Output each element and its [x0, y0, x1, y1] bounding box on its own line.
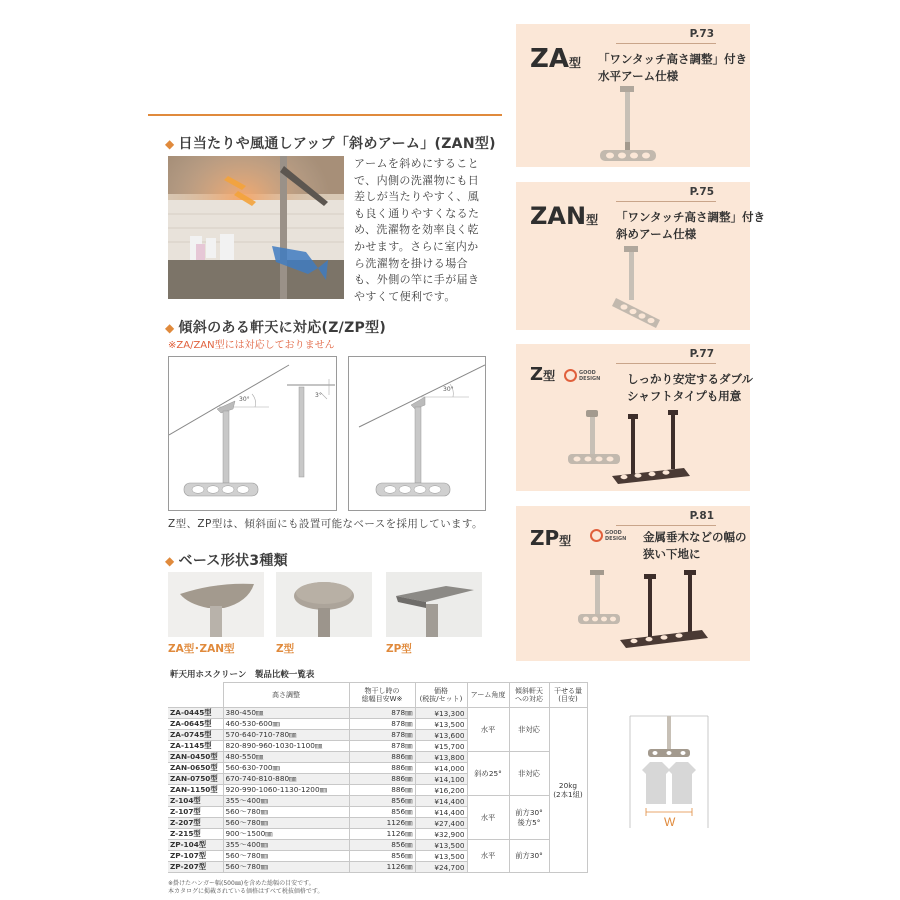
header-name	[168, 683, 223, 708]
cell-width: 856㎜	[349, 796, 415, 807]
model-desc	[598, 51, 747, 85]
slope-text: 前方30°	[515, 807, 543, 817]
header-height	[223, 683, 349, 708]
feature2-heading	[165, 317, 386, 337]
cell-slope: 非対応	[509, 752, 549, 796]
zan-photo	[168, 156, 344, 299]
section-divider	[148, 114, 502, 116]
cell-slope	[509, 796, 549, 840]
gd-word: DESIGN	[605, 535, 627, 542]
cell-width: 886㎜	[349, 774, 415, 785]
cell-height: 560～780㎜	[223, 818, 349, 829]
angle-label: 3°	[315, 392, 322, 399]
header-text: 傾斜軒天	[515, 686, 543, 695]
header-text: 価格	[434, 686, 448, 695]
divider	[616, 525, 716, 526]
card-za[interactable]	[516, 24, 750, 167]
cell-width: 886㎜	[349, 752, 415, 763]
header-load	[549, 683, 587, 708]
model-suffix: 型	[568, 56, 581, 70]
cell-arm: 斜め25°	[467, 752, 509, 796]
cell-height: 900～1500㎜	[223, 829, 349, 840]
cell-width: 1126㎜	[349, 862, 415, 873]
table-row	[168, 840, 587, 851]
cell-price: ¥13,500	[415, 840, 467, 851]
page-ref: P.81	[689, 510, 714, 522]
table-row	[168, 752, 587, 763]
cell-height: 560-630-700㎜	[223, 763, 349, 774]
model-suffix: 型	[586, 213, 599, 227]
desc-line: 金属垂木などの幅の	[643, 530, 747, 544]
angle-label: 30°	[239, 396, 250, 403]
table-row	[168, 796, 587, 807]
cell-height: 380-450㎜	[223, 708, 349, 719]
cell-name: ZAN-1150型	[168, 785, 223, 796]
divider	[616, 363, 716, 364]
desc-line: シャフトタイプも用意	[627, 389, 742, 403]
cell-width: 886㎜	[349, 763, 415, 774]
model-desc	[616, 209, 765, 243]
cell-width: 1126㎜	[349, 818, 415, 829]
feature1-line: ら洗濯物を掛ける場合	[354, 256, 468, 270]
feature1-heading	[165, 133, 496, 153]
cell-name: Z-104型	[168, 796, 223, 807]
cell-height: 570-640-710-780㎜	[223, 730, 349, 741]
cell-price: ¥15,700	[415, 741, 467, 752]
spec-table	[168, 682, 588, 873]
cell-price: ¥16,200	[415, 785, 467, 796]
cell-load	[549, 708, 587, 873]
model-code: Z	[530, 364, 544, 385]
cell-name: ZA-0445型	[168, 708, 223, 719]
cell-price: ¥13,600	[415, 730, 467, 741]
desc-line: しっかり安定するダブル	[627, 372, 754, 386]
width-label: W	[664, 815, 676, 828]
good-design-badge	[564, 369, 600, 382]
cell-price: ¥13,300	[415, 708, 467, 719]
page-ref: P.77	[689, 348, 714, 360]
cell-price: ¥14,100	[415, 774, 467, 785]
cell-width: 856㎜	[349, 851, 415, 862]
cell-name: Z-207型	[168, 818, 223, 829]
cell-arm: 水平	[467, 840, 509, 873]
header-width	[349, 683, 415, 708]
header-text: アーム角度	[470, 690, 506, 699]
feature2-heading-text: 傾斜のある軒天に対応(Z/ZP型)	[178, 320, 387, 336]
cell-height: 480-550㎜	[223, 752, 349, 763]
diamond-icon: ◆	[165, 321, 175, 335]
cell-height: 560～780㎜	[223, 851, 349, 862]
header-price	[415, 683, 467, 708]
feature1-line: め、洗濯物を効率良く乾	[354, 223, 479, 237]
model-code: ZA	[530, 44, 569, 74]
gd-word: DESIGN	[579, 375, 601, 382]
feature1-line: 差しが当たりやすく、風	[354, 190, 480, 204]
footnote-line: 本カタログに掲載されている価格はすべて税抜価格です。	[168, 888, 324, 895]
header-text: 高さ調整	[272, 690, 300, 699]
cell-price: ¥13,500	[415, 851, 467, 862]
model-name	[530, 364, 555, 385]
gd-word: GOOD	[579, 369, 596, 376]
good-design-icon	[590, 529, 603, 542]
feature1-line: アームを斜めにすること	[354, 157, 480, 170]
z-product-image	[562, 408, 742, 488]
cell-name: Z-215型	[168, 829, 223, 840]
good-design-icon	[564, 369, 577, 382]
cell-price: ¥32,900	[415, 829, 467, 840]
header-text: 物干し時の	[364, 686, 400, 695]
table-title: 軒天用ホスクリーン 製品比較一覧表	[170, 670, 315, 680]
table-header-row	[168, 683, 587, 708]
cell-height: 560～780㎜	[223, 862, 349, 873]
header-text: 干せる量	[554, 686, 582, 695]
desc-line: 水平アーム仕様	[598, 69, 679, 83]
feature2-caption: Z型、ZP型は、傾斜面にも設置可能なベースを採用しています。	[168, 518, 483, 530]
base-caption-z: Z型	[276, 643, 295, 655]
page-ref: P.73	[689, 28, 714, 40]
desc-line: 「ワンタッチ高さ調整」付き	[616, 210, 766, 224]
cell-height: 460-530-600㎜	[223, 719, 349, 730]
feature1-heading-text: 日当たりや風通しアップ「斜めアーム」(ZAN型)	[178, 136, 496, 152]
slope-diagram-zp	[348, 356, 486, 511]
header-text: への対応	[515, 695, 543, 703]
feature1-line: で、内側の洗濯物にも日	[354, 173, 480, 187]
cell-name: ZAN-0650型	[168, 763, 223, 774]
cell-name: Z-107型	[168, 807, 223, 818]
model-suffix: 型	[543, 369, 556, 383]
model-name	[530, 202, 598, 230]
cell-name: ZP-207型	[168, 862, 223, 873]
diamond-icon: ◆	[165, 554, 175, 568]
table-row	[168, 708, 587, 719]
cell-height: 820-890-960-1030-1100㎜	[223, 741, 349, 752]
gd-word: GOOD	[605, 529, 622, 536]
card-zp[interactable]	[516, 506, 750, 661]
cell-height: 355～400㎜	[223, 796, 349, 807]
cell-name: ZA-0645型	[168, 719, 223, 730]
card-zan[interactable]	[516, 182, 766, 330]
cell-width: 878㎜	[349, 719, 415, 730]
footnotes	[168, 880, 323, 896]
model-desc	[627, 371, 753, 405]
header-arm	[467, 683, 509, 708]
cell-price: ¥14,400	[415, 796, 467, 807]
cell-arm: 水平	[467, 796, 509, 840]
load-text: 20kg	[558, 780, 578, 790]
slope-text: 後方5°	[517, 817, 541, 827]
header-slope	[509, 683, 549, 708]
cell-name: ZA-1145型	[168, 741, 223, 752]
cell-name: ZAN-0750型	[168, 774, 223, 785]
footnote-line: ※掛けたハンガー幅(500㎜)を含めた総幅の目安です。	[168, 880, 315, 887]
cell-name: ZP-107型	[168, 851, 223, 862]
desc-line: 狭い下地に	[643, 547, 701, 561]
cell-width: 886㎜	[349, 785, 415, 796]
cell-name: ZAN-0450型	[168, 752, 223, 763]
cell-height: 355～400㎜	[223, 840, 349, 851]
feature3-heading	[165, 550, 288, 570]
page-ref: P.75	[689, 186, 714, 198]
feature1-line: かせます。さらに室内か	[354, 239, 479, 253]
feature3-heading-text: ベース形状3種類	[178, 553, 288, 569]
header-text: (目安)	[558, 695, 578, 703]
cell-width: 856㎜	[349, 840, 415, 851]
model-suffix: 型	[559, 534, 572, 548]
model-code: ZP	[530, 526, 560, 550]
model-name	[530, 526, 571, 550]
card-z[interactable]	[516, 344, 754, 491]
header-text: 総幅目安W※	[361, 695, 403, 703]
cell-slope: 非対応	[509, 708, 549, 752]
cell-price: ¥13,800	[415, 752, 467, 763]
divider	[616, 201, 716, 202]
base-caption-zp: ZP型	[386, 643, 412, 655]
load-text: (2本1組)	[553, 789, 583, 799]
cell-name: ZA-0745型	[168, 730, 223, 741]
cell-arm: 水平	[467, 708, 509, 752]
zp-product-image	[578, 566, 748, 656]
cell-width: 856㎜	[349, 807, 415, 818]
cell-price: ¥13,500	[415, 719, 467, 730]
cell-price: ¥14,000	[415, 763, 467, 774]
cell-price: ¥24,700	[415, 862, 467, 873]
cell-width: 878㎜	[349, 741, 415, 752]
feature1-line: も、外側の竿に手が届き	[354, 273, 480, 287]
cell-price: ¥27,400	[415, 818, 467, 829]
cell-name: ZP-104型	[168, 840, 223, 851]
base-caption-za: ZA型･ZAN型	[168, 643, 235, 655]
divider	[616, 43, 716, 44]
model-desc	[643, 529, 747, 563]
zan-product-image	[600, 244, 680, 328]
base-photo-zp	[386, 572, 482, 637]
cell-width: 1126㎜	[349, 829, 415, 840]
feature1-body	[354, 156, 494, 305]
cell-width: 878㎜	[349, 708, 415, 719]
width-diagram	[618, 710, 718, 828]
feature1-line: も良く通りやすくなるた	[354, 206, 480, 220]
base-photo-za	[168, 572, 264, 637]
cell-width: 878㎜	[349, 730, 415, 741]
header-text: (税抜/セット)	[419, 695, 463, 703]
cell-height: 920-990-1060-1130-1200㎜	[223, 785, 349, 796]
model-name	[530, 44, 581, 74]
slope-diagram-z	[168, 356, 337, 511]
desc-line: 斜めアーム仕様	[616, 227, 697, 241]
feature1-line: やすくて便利です。	[354, 289, 456, 303]
cell-price: ¥14,400	[415, 807, 467, 818]
good-design-badge	[590, 529, 626, 542]
za-product-image	[596, 84, 676, 164]
base-photo-z	[276, 572, 372, 637]
feature2-note: ※ZA/ZAN型には対応しておりません	[168, 340, 335, 351]
cell-height: 670-740-810-880㎜	[223, 774, 349, 785]
diamond-icon: ◆	[165, 137, 175, 151]
cell-slope: 前方30°	[509, 840, 549, 873]
model-code: ZAN	[530, 202, 587, 230]
desc-line: 「ワンタッチ高さ調整」付き	[598, 52, 748, 66]
angle-label: 30°	[443, 386, 454, 393]
cell-height: 560～780㎜	[223, 807, 349, 818]
